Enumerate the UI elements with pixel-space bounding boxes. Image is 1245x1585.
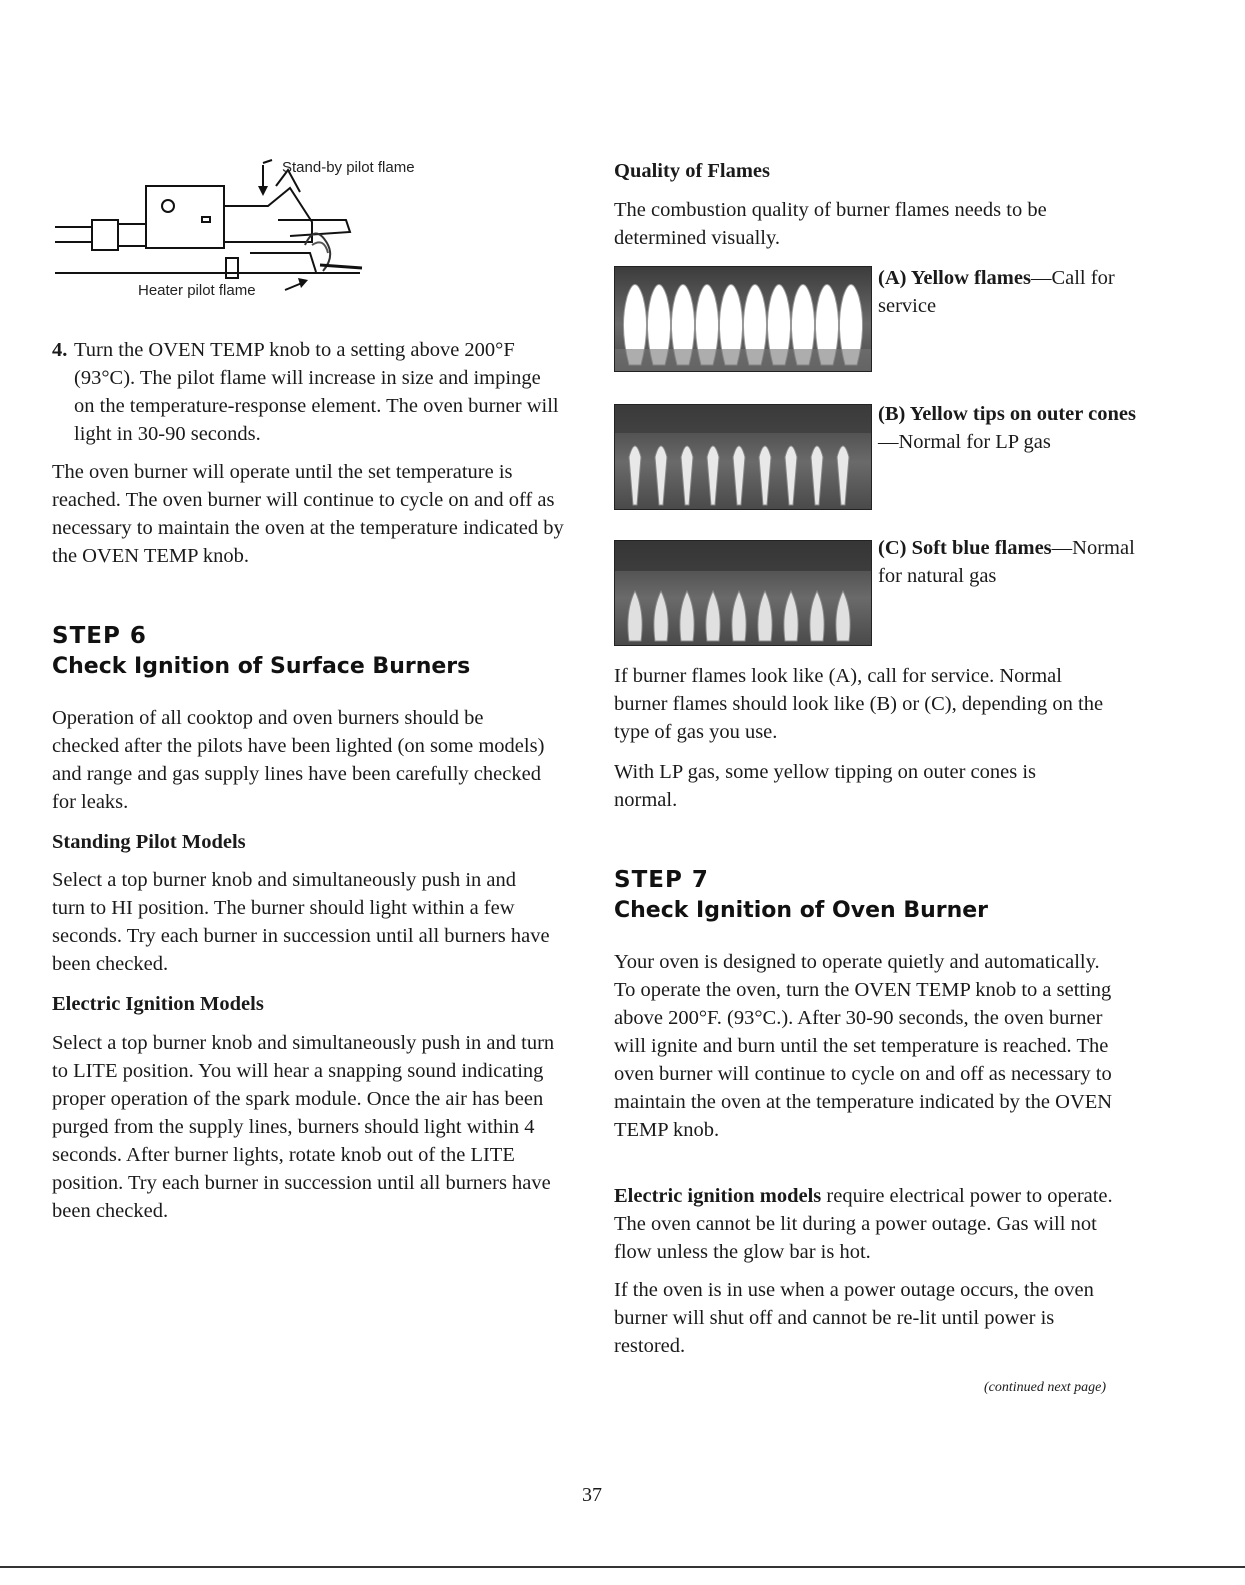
flame-caption-b (878, 400, 1138, 456)
quality-intro: The combustion quality of burner flames needs to be determined visually. (614, 199, 1047, 249)
electric-ignition-heading: Electric Ignition Models (52, 993, 264, 1015)
flame-caption-a (878, 264, 1138, 320)
flame-caption-b-rest: —Normal for LP gas (878, 431, 1051, 453)
flame-caption-a-bold: (A) Yellow flames (878, 267, 1031, 289)
lp-paragraph: With LP gas, some yellow tipping on outer cones is normal. (614, 761, 1037, 811)
flame-image-a (614, 266, 872, 372)
step6-intro: Operation of all cooktop and oven burners should be checked after the pilots have been lighted (on some models) and range and gas supply lines have been carefully checked for leaks. (52, 707, 545, 813)
standby-pilot-label: Stand-by pilot flame (282, 159, 415, 176)
flame-caption-c-rest: —Normal for natural gas (878, 537, 1135, 587)
flame-caption-a-rest: —Call for service (878, 267, 1115, 317)
step7-paragraph: Your oven is designed to operate quietly and automatically. To operate the oven, turn the OVEN TEMP knob to a setting above 200°F. (93°C.). After 30-90 seconds, the oven burner will ignite and burn until the set temperature is reached. The oven burner will continue to cycle on and off as necessary to maintain the oven at the temperature indicated by the OVEN TEMP knob. (614, 951, 1113, 1141)
standing-pilot-heading: Standing Pilot Models (52, 831, 246, 853)
flame-image-c (614, 540, 872, 646)
electric-ignition-text: Select a top burner knob and simultaneously push in and turn to LITE position. You will hear a snapping sound indicating proper operation of the spark module. Once the air has been purged from the supply lines, burners should light within 4 seconds. After burner lights, rotate knob out of the LITE position. Try each burner in succession until all burners have been checked. (52, 1032, 555, 1222)
page-number: 37 (582, 1484, 602, 1506)
operate-paragraph: The oven burner will operate until the set temperature is reached. The oven burner will continue to cycle on and off as necessary to maintain the oven at the temperature indicated by the OVEN TEMP knob. (52, 461, 564, 567)
step6-label: STEP 6 (52, 623, 147, 649)
flame-caption-c (878, 534, 1138, 590)
step7-label: STEP 7 (614, 867, 709, 893)
bottom-rule (0, 1566, 1245, 1568)
step6-title: Check Ignition of Surface Burners (52, 654, 471, 679)
heater-pilot-label: Heater pilot flame (138, 282, 256, 299)
step7-title: Check Ignition of Oven Burner (614, 898, 989, 923)
standing-pilot-text: Select a top burner knob and simultaneously push in and turn to HI position. The burner should light within a few seconds. Try each burner in succession until all burners have been checked. (52, 869, 550, 975)
item-4-number: 4. (52, 339, 68, 361)
flame-caption-b-bold: (B) Yellow tips on outer cones (878, 403, 1136, 425)
electric-models-paragraph (614, 1182, 1119, 1266)
quality-heading: Quality of Flames (614, 160, 771, 182)
flames-paragraph: If burner flames look like (A), call for service. Normal burner flames should look like (B) or (C), depending on the type of gas you use. (614, 665, 1104, 743)
flame-caption-c-bold: (C) Soft blue flames (878, 537, 1052, 559)
continued-note: (continued next page) (984, 1380, 1107, 1395)
flame-image-b (614, 404, 872, 510)
item-4-text: Turn the OVEN TEMP knob to a setting above 200°F (93°C). The pilot flame will increase in size and impinge on the temperature-response element. The oven burner will light in 30-90 seconds. (74, 339, 559, 445)
outage-paragraph: If the oven is in use when a power outage occurs, the oven burner will shut off and cannot be re-lit until power is restored. (614, 1279, 1094, 1357)
electric-models-rest: require electrical power to operate. The oven cannot be lit during a power outage. Gas will not flow unless the glow bar is hot. (614, 1185, 1113, 1263)
electric-models-bold: Electric ignition models (614, 1185, 822, 1207)
item-4 (52, 336, 562, 448)
